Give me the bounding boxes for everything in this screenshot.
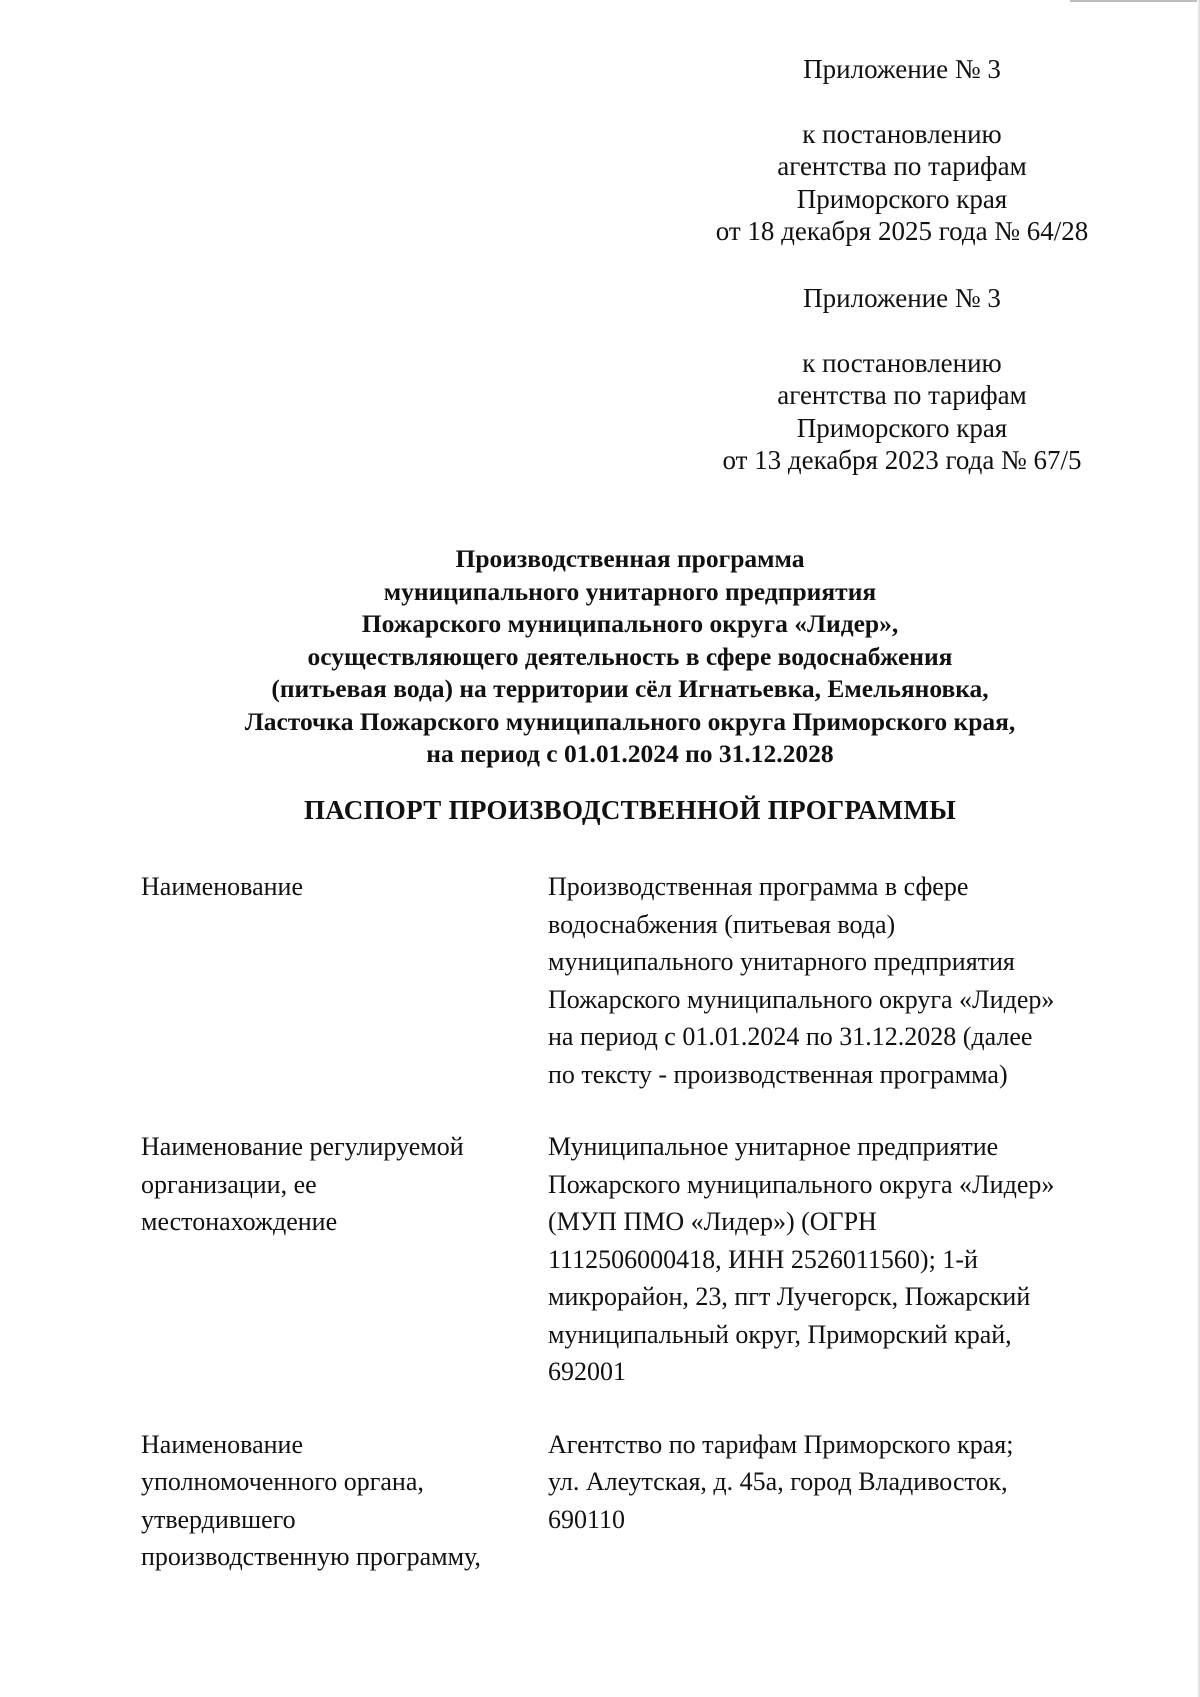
passport-row-value [548,1128,1108,1391]
value-line: (МУП ПМО «Лидер») (ОГРН [548,1207,877,1236]
program-title-line: муниципального унитарного предприятия [383,576,877,606]
value-line: Пожарского муниципального округа «Лидер» [548,1169,1055,1199]
program-title-line: Производственная программа [455,544,805,573]
value-line: Производственная программа в сфере [548,872,969,901]
label-line: Наименование регулируемой [141,1132,464,1161]
value-line: ул. Алеутская, д. 45а, город Владивосток, [548,1467,1008,1496]
appendix-line: к постановлению [802,347,1002,378]
appendix-previous [692,282,1112,477]
value-line: водоснабжения (питьевая вода) [548,909,896,939]
appendix-line: к постановлению [802,118,1002,149]
program-title-line: Ласточка Пожарского муниципального округа Приморского края, [244,706,1016,736]
value-line: 1112506000418, ИНН 2526011560); 1-й [548,1244,978,1274]
passport-row-value [548,868,1108,1093]
appendix-line: агентства по тарифам [777,151,1027,181]
program-title-line: (питьевая вода) на территории сёл Игнатьевка, Емельяновка, [271,674,989,703]
passport-row-value [548,1426,1108,1576]
appendix-line: от 18 декабря 2025 года № 64/28 [715,216,1089,246]
label-line: местонахождение [141,1207,338,1236]
label-line: уполномоченного органа, [141,1467,424,1496]
value-line: Муниципальное унитарное предприятие [548,1132,999,1161]
program-title-line: на период с 01.01.2024 по 31.12.2028 [426,739,834,768]
scan-edge-top [1070,0,1200,2]
appendix-line: Приморского края [796,183,1008,214]
appendix-line: от 13 декабря 2023 года № 67/5 [722,445,1082,475]
passport-row-organization [141,1128,1121,1391]
label-line: производственную программу, [141,1542,481,1571]
label-line: утвердившего [141,1504,296,1534]
value-line: муниципального унитарного предприятия [548,947,1015,976]
value-line: 692001 [548,1357,626,1386]
value-line: муниципальный округ, Приморский край, [548,1319,1012,1349]
value-line: Пожарского муниципального округа «Лидер» [548,984,1055,1014]
passport-table [141,868,1121,1576]
appendix-current [692,53,1112,248]
label-line: организации, ее [141,1169,317,1199]
passport-row-label [141,868,548,1093]
passport-row-authority [141,1426,1121,1576]
passport-row-label [141,1426,548,1576]
value-line: 690110 [548,1504,626,1534]
passport-row-label [141,1128,548,1391]
appendix-title: Приложение № 3 [803,54,1001,84]
program-title-line: осуществляющего деятельность в сфере водоснабжения [307,641,953,671]
appendix-line: Приморского края [796,412,1008,443]
label-line: Наименование [141,1429,303,1459]
value-line: Агентство по тарифам Приморского края; [548,1429,1014,1459]
label-line: Наименование [141,872,303,901]
value-line: микрорайон, 23, пгт Лучегорск, Пожарский [548,1282,1031,1311]
passport-heading: ПАСПОРТ ПРОИЗВОДСТВЕННОЙ ПРОГРАММЫ [303,795,957,825]
program-title-line: Пожарского муниципального округа «Лидер», [361,609,899,638]
value-line: на период с 01.01.2024 по 31.12.2028 (далее [548,1022,1033,1051]
appendix-title: Приложение № 3 [803,283,1001,313]
program-title [90,543,1170,771]
value-line: по тексту - производственная программа) [548,1059,1008,1089]
appendix-line: агентства по тарифам [777,380,1027,410]
passport-row-name [141,868,1121,1093]
